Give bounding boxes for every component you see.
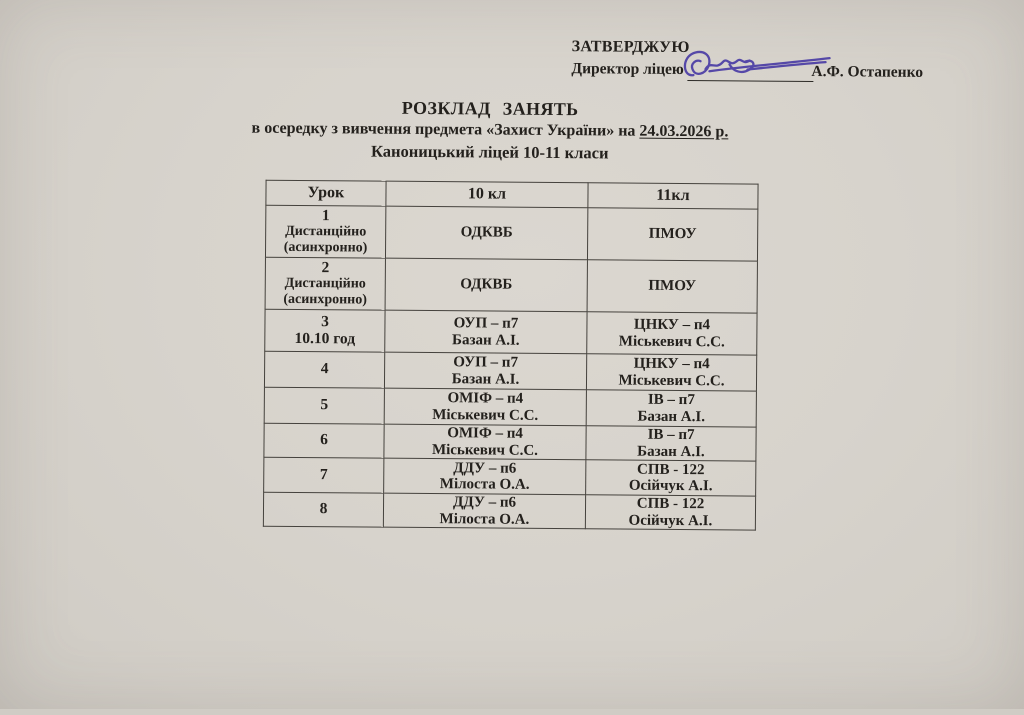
lesson-cell: 5 [264,387,384,424]
lesson-cell: 3 10.10 год [265,309,385,352]
lesson-cell: 4 [264,351,384,388]
table-row [264,457,756,496]
grade10-cell: ДДУ – п6 Мілоста О.А. [383,493,585,529]
lesson-cell: 7 [264,457,384,493]
grade11-cell: ПМОУ [587,260,757,313]
school-name-line: Каноницький ліцей 10-11 класи [370,141,609,163]
table-row [265,205,757,261]
approval-role-line [571,60,971,87]
grade11-cell: СПВ - 122 Осійчук А.І. [585,495,755,530]
grade10-cell: ОУП – п7 Базан А.І. [384,352,586,390]
table-row [265,309,757,355]
schedule-date: 24.03.2026 р. [639,122,729,141]
schedule-table-wrap [263,180,759,531]
header-row [266,180,758,209]
grade10-cell: ОМІФ – п4 Міськевич С.С. [384,424,586,460]
approval-block [571,38,971,87]
grade11-cell: ПМОУ [587,208,757,261]
subtitle-text: в осередку з вивчення предмета «Захист України» на [251,119,636,140]
grade10-cell: ОДКВБ [385,258,587,312]
grade11-cell: ЦНКУ – п4 Міськевич С.С. [586,354,756,391]
grade11-cell: ЦНКУ – п4 Міськевич С.С. [587,312,757,355]
approval-role: Директор ліцею [571,60,684,79]
table-row [263,492,755,530]
grade11-cell: ІВ – п7 Базан А.І. [586,390,756,427]
lesson-cell: 1 Дистанційно (асинхронно) [265,205,385,258]
table-row [264,387,756,427]
grade11-cell: СПВ - 122 Осійчук А.І. [586,460,756,496]
schedule-table [263,180,759,531]
lesson-cell: 8 [263,492,383,527]
table-row [264,351,756,391]
grade10-cell: ОДКВБ [385,206,587,260]
grade11-cell: ІВ – п7 Базан А.І. [586,426,756,461]
grade10-cell: ДДУ – п6 Мілоста О.А. [384,458,586,495]
grade10-cell: ОУП – п7 Базан А.І. [385,310,587,354]
lesson-cell: 2 Дистанційно (асинхронно) [265,257,385,310]
header-grade10: 10 кл [386,181,588,208]
signatory-name: А.Ф. Остапенко [811,63,924,81]
table-row [264,423,756,461]
lesson-cell: 6 [264,423,384,458]
table-row [265,257,757,313]
grade10-cell: ОМІФ – п4 Міськевич С.С. [384,388,586,426]
header-lesson: Урок [266,180,386,206]
approval-stamp: ЗАТВЕРДЖУЮ [571,38,690,57]
header-grade11: 11кл [588,183,758,209]
document-title: РОЗКЛАД ЗАНЯТЬ [401,97,579,120]
document-title-block [0,94,981,168]
